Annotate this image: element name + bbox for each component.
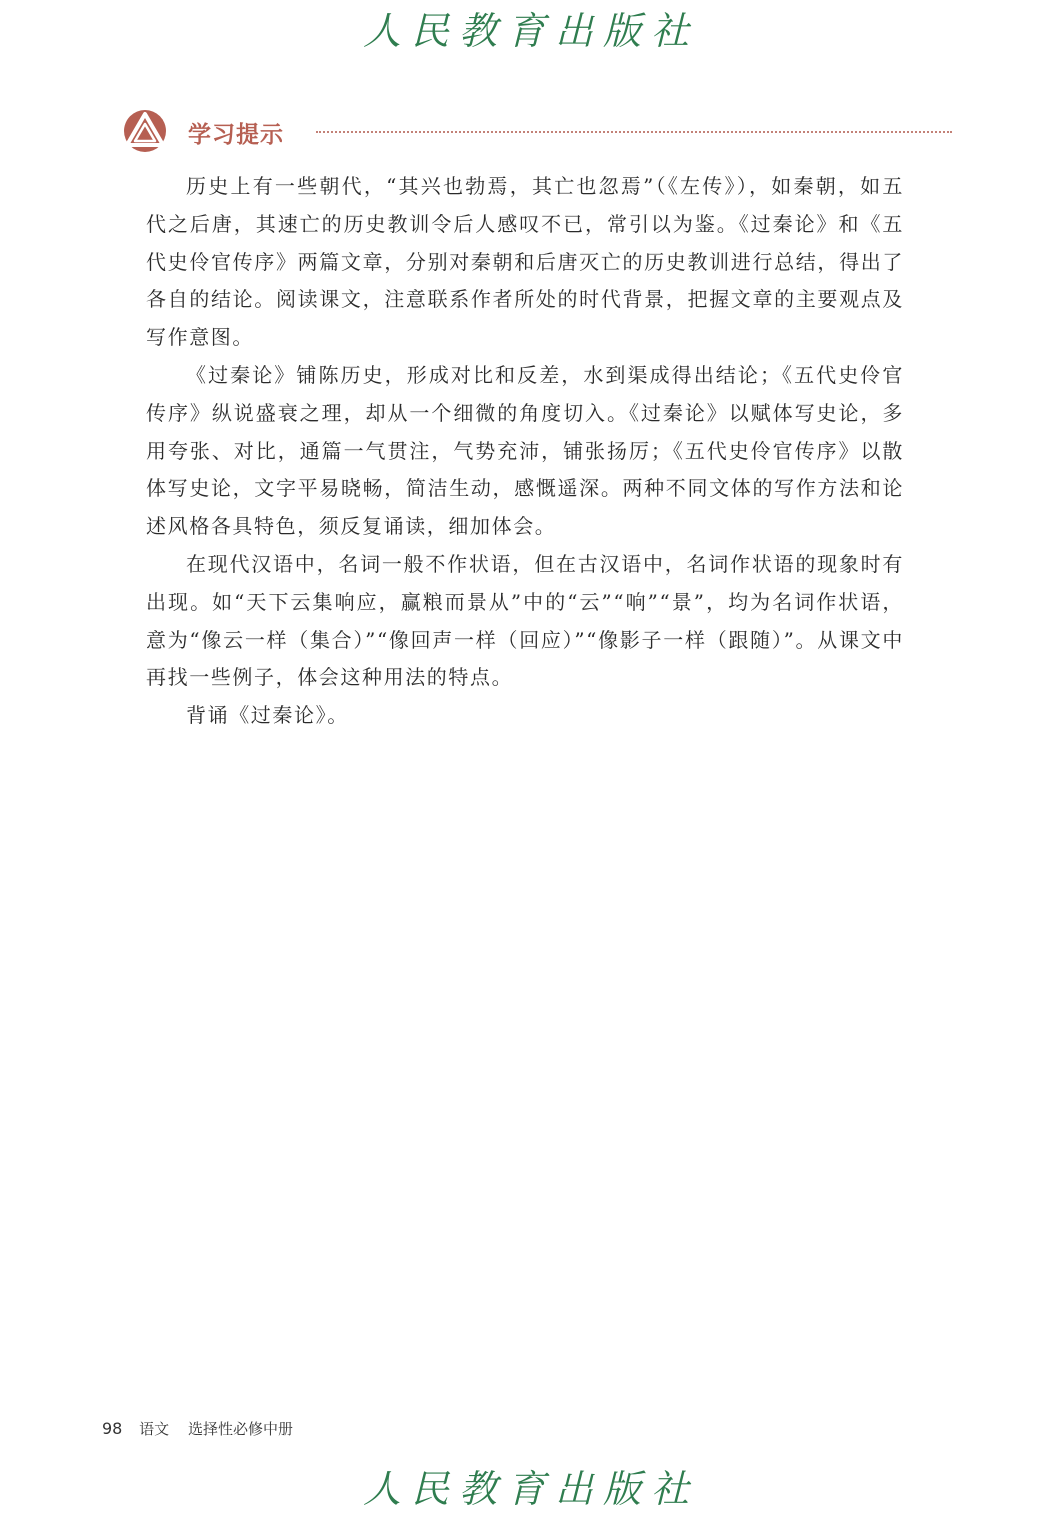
page-footer — [102, 1418, 307, 1439]
publisher-logo-bottom: 人民教育出版社 — [362, 1467, 699, 1511]
footer-subject: 语文 — [139, 1420, 170, 1438]
paragraph-recitation: 背诵《过秦论》。 — [186, 703, 349, 728]
section-header — [122, 108, 952, 156]
paragraph-noun-adverbial: 在现代汉语中，名词一般不作状语，但在古汉语中，名词作状语的现象时有出现。如“天下云集响应，赢粮而景从”中的“云”“响”“景”，均为名词作状语，意为“像云一样（集合）”“像回声一样（回应）”“像影子一样（跟随）”。从课文中再找一些例子，体会这种用法的特点。 — [146, 551, 904, 690]
paragraph-historical-lessons: 历史上有一些朝代，“其兴也勃焉，其亡也忽焉”（《左传》），如秦朝，如五代之后唐，其速亡的历史教训令后人感叹不已，常引以为鉴。《过秦论》和《五代史伶官传序》两篇文章，分别对秦朝和后唐灭亡的历史教训进行总结，得出了各自的结论。阅读课文，注意联系作者所处的时代背景，把握文章的主要观点及写作意图。 — [146, 174, 904, 350]
triangle-badge-icon — [122, 108, 168, 154]
paragraph-writing-styles: 《过秦论》铺陈历史，形成对比和反差，水到渠成得出结论；《五代史伶官传序》纵说盛衰之理，却从一个细微的角度切入。《过秦论》以赋体写史论，多用夸张、对比，通篇一气贯注，气势充沛，铺张扬厉；《五代史伶官传序》以散体写史论，文字平易晓畅，简洁生动，感慨遥深。两种不同文体的写作方法和论述风格各具特色，须反复诵读，细加体会。 — [146, 362, 904, 539]
study-tips-body — [146, 168, 904, 735]
footer-book-title: 选择性必修中册 — [187, 1420, 293, 1438]
section-title: 学习提示 — [188, 122, 284, 148]
page-number: 98 — [102, 1419, 123, 1438]
section-divider — [316, 131, 952, 133]
publisher-logo-top: 人民教育出版社 — [362, 9, 699, 53]
